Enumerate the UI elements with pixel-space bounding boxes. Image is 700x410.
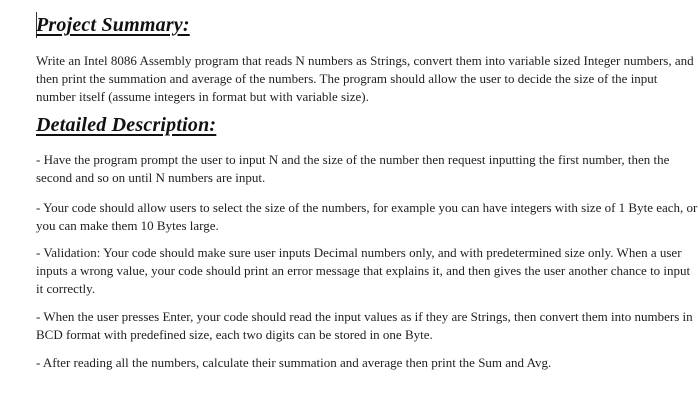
project-summary-paragraph: Write an Intel 8086 Assembly program that reads N numbers as Strings, convert them into variable sized Integer numbers, and then print the summation and average of the numbers. The program should allow the user to decide the size of the input number itself (assume integers in format but with variable size). [36, 53, 694, 104]
detail-item-prompt: - Have the program prompt the user to input N and the size of the number then request inputting the first number, then the second and so on until N numbers are input. [36, 152, 670, 185]
project-summary-heading: Project Summary: [36, 14, 190, 36]
detail-item-conversion: - When the user presses Enter, your code should read the input values as if they are Strings, then convert them into numbers in BCD format with predefined size, each two digits can be stored in one Byte. [36, 309, 693, 342]
detail-item-validation: - Validation: Your code should make sure user inputs Decimal numbers only, and with predetermined size only. When a user inputs a wrong value, your code should print an error message that explains it, and then gives the user another chance to input it correctly. [36, 245, 691, 296]
detailed-description-heading: Detailed Description: [36, 114, 217, 136]
detail-item-size: - Your code should allow users to select the size of the numbers, for example you can have integers with size of 1 Byte each, or you can make them 10 Bytes large. [36, 200, 698, 233]
detail-item-summation: - After reading all the numbers, calculate their summation and average then print the Sum and Avg. [36, 355, 552, 370]
